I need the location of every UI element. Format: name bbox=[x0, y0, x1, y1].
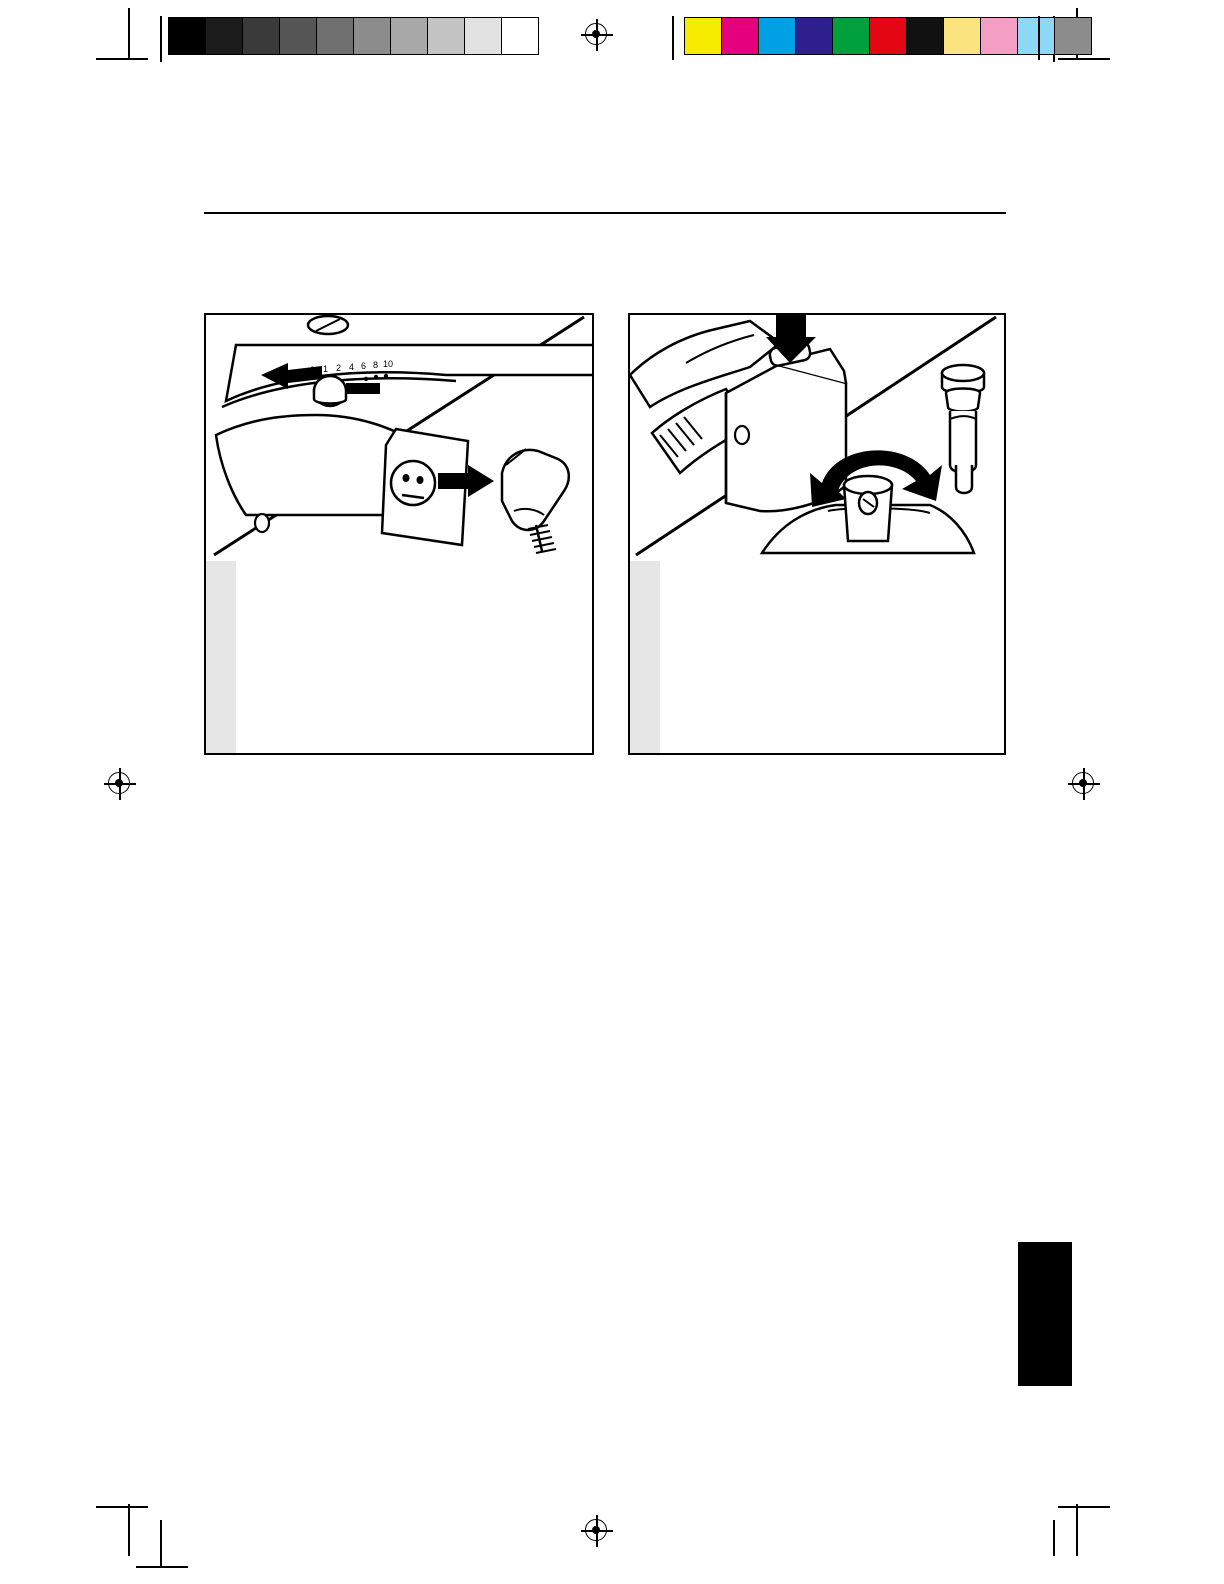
grey-swatch bbox=[501, 18, 538, 54]
colour-swatch bbox=[795, 18, 832, 54]
registration-mark-bottom-center bbox=[582, 1516, 612, 1546]
colour-bar-right-tick bbox=[1038, 16, 1040, 60]
registration-mark-left bbox=[105, 769, 135, 799]
colour-swatch bbox=[906, 18, 943, 54]
grey-swatch bbox=[169, 18, 205, 54]
grey-swatch bbox=[353, 18, 390, 54]
figure-power-setup bbox=[204, 313, 594, 755]
svg-text:8: 8 bbox=[373, 360, 379, 370]
colour-swatch bbox=[1054, 18, 1091, 54]
caption-gutter bbox=[630, 561, 660, 753]
grey-swatch bbox=[427, 18, 464, 54]
caption-gutter bbox=[206, 561, 236, 753]
svg-text:4: 4 bbox=[349, 362, 355, 372]
svg-text:2: 2 bbox=[336, 363, 342, 373]
figure-power-setup-caption-zone bbox=[206, 561, 592, 753]
colour-swatch bbox=[758, 18, 795, 54]
colour-swatch bbox=[869, 18, 906, 54]
crop-mark-bottom-left-vertical bbox=[128, 1504, 130, 1556]
crop-mark-top-left-vertical bbox=[128, 8, 130, 60]
grey-swatch bbox=[464, 18, 501, 54]
colour-swatch bbox=[832, 18, 869, 54]
grey-swatch bbox=[390, 18, 427, 54]
colour-swatch bbox=[980, 18, 1017, 54]
crop-mark-bottom-left-horizontal bbox=[96, 1506, 148, 1508]
svg-text:10: 10 bbox=[383, 359, 394, 369]
registration-mark-right bbox=[1069, 769, 1099, 799]
figure-filter-setup-art bbox=[630, 315, 1004, 563]
crop-mark-bottom-right-inner-vertical bbox=[1053, 1520, 1055, 1556]
crop-mark-top-left-horizontal bbox=[96, 58, 148, 60]
appliance-dial-plug-drawing bbox=[206, 315, 592, 559]
colour-bar-left-tick bbox=[672, 16, 674, 60]
registration-mark-top-center bbox=[582, 20, 612, 50]
crop-mark-bottom-right-horizontal bbox=[1058, 1506, 1110, 1508]
figure-filter-setup-caption-zone bbox=[630, 561, 1004, 753]
figure-power-setup-art bbox=[206, 315, 592, 563]
figure-filter-setup bbox=[628, 313, 1006, 755]
page-edge-thumb-marker bbox=[1018, 1242, 1072, 1386]
lid-button-filter-drawing bbox=[630, 315, 1004, 559]
grey-swatch bbox=[205, 18, 242, 54]
colour-swatch bbox=[685, 18, 721, 54]
grey-swatch bbox=[242, 18, 279, 54]
colour-swatch bbox=[1017, 18, 1054, 54]
crop-mark-top-left-inner-vertical bbox=[160, 16, 162, 62]
crop-mark-bottom-right-vertical bbox=[1076, 1504, 1078, 1556]
crop-mark-top-right-horizontal bbox=[1058, 58, 1110, 60]
colour-control-strip bbox=[684, 17, 1092, 55]
header-rule bbox=[204, 212, 1006, 214]
crop-mark-bottom-left-inner-horizontal bbox=[136, 1566, 188, 1568]
svg-text:1: 1 bbox=[323, 364, 329, 374]
figure-filter-setup-caption bbox=[674, 575, 990, 743]
greyscale-control-strip bbox=[168, 17, 539, 55]
svg-text:6: 6 bbox=[361, 361, 367, 371]
colour-swatch bbox=[943, 18, 980, 54]
colour-swatch bbox=[721, 18, 758, 54]
figure-power-setup-caption bbox=[250, 575, 578, 743]
grey-swatch bbox=[316, 18, 353, 54]
grey-swatch bbox=[279, 18, 316, 54]
crop-mark-bottom-left-inner-vertical bbox=[160, 1520, 162, 1568]
